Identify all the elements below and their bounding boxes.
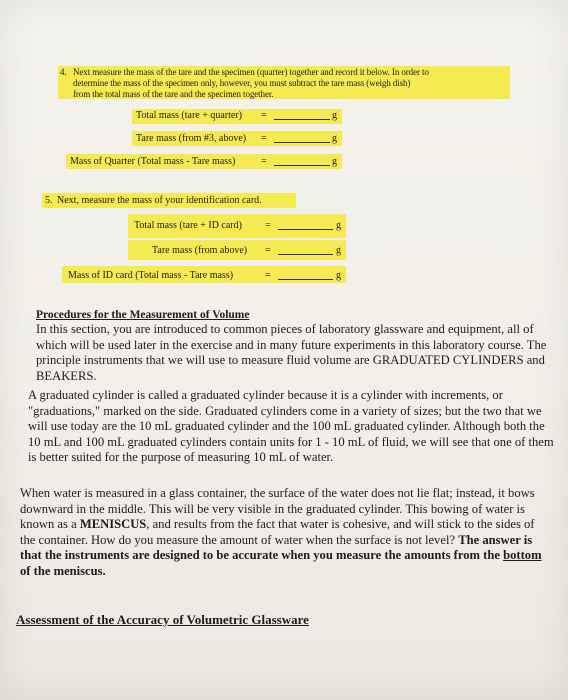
meniscus-term: MENISCUS — [79, 517, 147, 531]
meniscus-line3-start: known as a — [20, 517, 80, 531]
step5-row1-unit: g — [336, 220, 341, 231]
step5-row1-blank[interactable] — [278, 219, 333, 230]
procedures-line4: BEAKERS. — [36, 368, 97, 383]
step5-row3-eq: = — [265, 270, 271, 281]
step5-row3-label: Mass of ID card (Total mass - Tare mass) — [68, 270, 234, 281]
step5-text: Next, measure the mass of your identification card. — [57, 195, 262, 206]
procedures-line2: which will be used later in the exercise and in many future experiments in this laboratory course. The — [36, 337, 547, 352]
step4-row1-label: Total mass (tare + quarter) — [136, 110, 243, 121]
procedures-heading: Procedures for the Measurement of Volume — [36, 309, 250, 321]
cylinder-line5: is better suited for the purpose of measuring 10 mL of water. — [28, 450, 334, 464]
meniscus-line6: of the meniscus. — [20, 563, 106, 578]
step5-row3-blank[interactable] — [278, 269, 333, 280]
cylinder-line2: "graduations," marked on the side. Graduated cylinders come in a variety of sizes; but the two that we — [28, 403, 542, 418]
step5-number: 5. — [45, 195, 53, 206]
meniscus-answer-start: The answer is — [458, 532, 533, 547]
meniscus-line5 — [20, 548, 560, 564]
meniscus-bottom-word: bottom — [503, 548, 542, 562]
step4-text-line3: from the total mass of the tare and the specimen together. — [73, 89, 274, 99]
step4-number: 4. — [60, 67, 67, 77]
procedures-block — [36, 309, 547, 384]
step4-row1-blank[interactable] — [274, 109, 330, 120]
cylinder-line1: A graduated cylinder is called a graduated cylinder because it is a cylinder with increments, or — [28, 388, 503, 402]
step4-row1-unit: g — [332, 110, 337, 121]
step4-row3-eq: = — [261, 156, 267, 167]
meniscus-line5-start: that the instruments are designed to be accurate when you measure the amounts from the — [20, 548, 504, 562]
step5-row2-label: Tare mass (from above) — [152, 245, 248, 256]
step4-row2-unit: g — [332, 133, 337, 144]
procedures-line3: principle instruments that we will use to measure fluid volume are GRADUATED CYLINDERS and — [36, 353, 545, 367]
cylinder-line3: will use today are the 10 mL graduated cylinder and the 100 mL graduated cylinder. Although both the — [28, 419, 545, 433]
step4-row3-label: Mass of Quarter (Total mass - Tare mass) — [70, 156, 236, 167]
meniscus-line4-start: the container. How do you measure the amount of water when the surface is not level? — [20, 532, 459, 547]
cylinder-line4: 10 mL and 100 mL graduated cylinders contain units for 1 - 10 mL of fluid, we will see that one of them — [28, 434, 554, 449]
step5-row3-unit: g — [336, 270, 341, 281]
meniscus-line4 — [20, 533, 560, 549]
cylinder-paragraph — [28, 388, 554, 466]
step5-row2-blank[interactable] — [278, 244, 333, 255]
meniscus-line3 — [20, 517, 560, 533]
step4-row3-blank[interactable] — [274, 155, 330, 166]
step5-row1-eq: = — [265, 220, 271, 231]
meniscus-line3-end: , and results from the fact that water is cohesive, and will stick to the sides of — [146, 517, 535, 531]
step5-row1-label: Total mass (tare + ID card) — [134, 220, 242, 231]
meniscus-line1: When water is measured in a glass container, the surface of the water does not lie flat; instead, it bows — [20, 486, 535, 500]
step4-row1-eq: = — [261, 110, 267, 121]
step5-row2-unit: g — [336, 245, 341, 256]
step4-row2-blank[interactable] — [274, 132, 330, 143]
procedures-line1: In this section, you are introduced to common pieces of laboratory glassware and equipment, all of — [36, 322, 534, 336]
step5-row2-eq: = — [265, 245, 271, 256]
assessment-heading: Assessment of the Accuracy of Volumetric Glassware — [16, 612, 309, 627]
step4-text-line2: determine the mass of the specimen only, however, you must subtract the tare mass (weigh dish) — [73, 78, 411, 88]
step4-row3-unit: g — [332, 156, 337, 167]
step4-row2-label: Tare mass (from #3, above) — [136, 133, 247, 144]
step4-text-line1: Next measure the mass of the tare and the specimen (quarter) together and record it below. In order to — [73, 67, 429, 77]
meniscus-paragraph — [20, 486, 560, 579]
step4-row2-eq: = — [261, 133, 267, 144]
meniscus-line2: downward in the middle. This will be very visible in the graduated cylinder. This bowing of water is — [20, 501, 525, 516]
